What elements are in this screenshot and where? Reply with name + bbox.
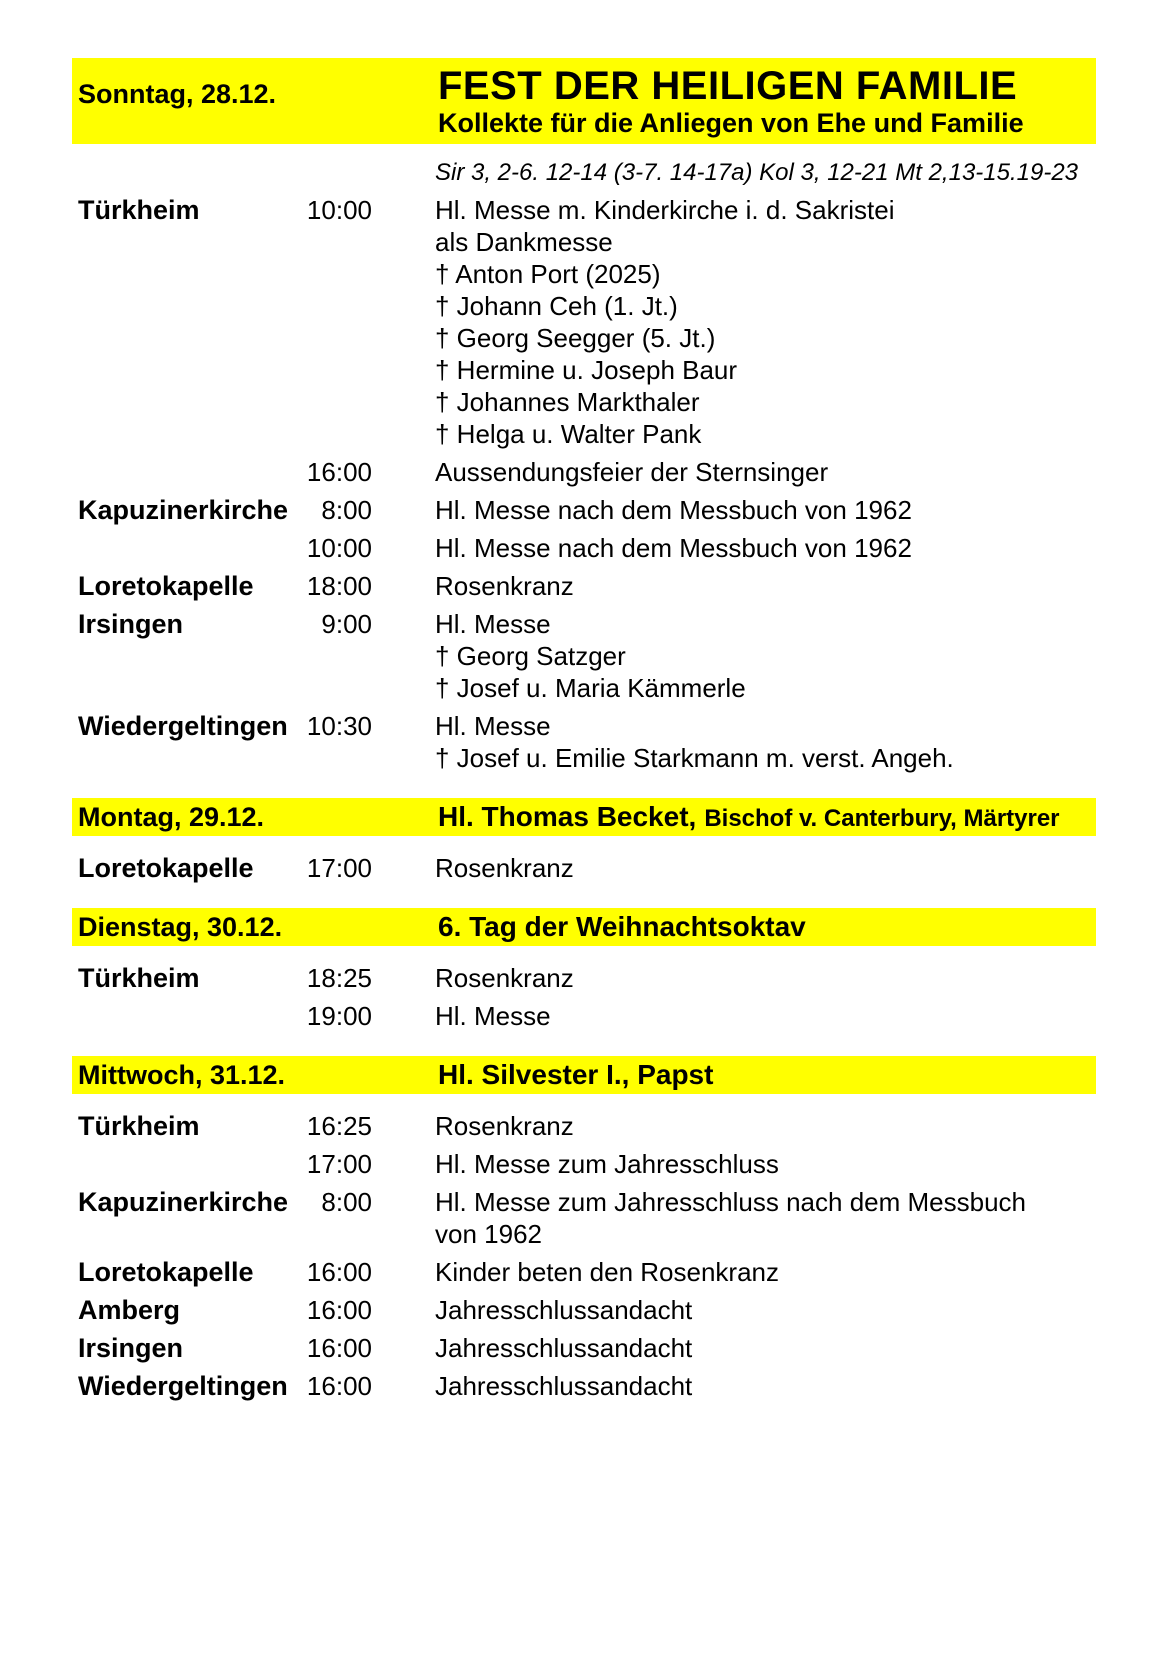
time-cell: 8:00 [321,1187,372,1217]
location-cell [78,456,300,488]
day-title-wrap [438,65,1096,138]
location-cell [78,1148,300,1180]
description-line: † Josef u. Emilie Starkmann m. verst. Angeh. [435,743,954,773]
location-cell: Türkheim [78,1111,200,1141]
schedule-entry [72,1294,1096,1326]
schedule-entry [72,1110,1096,1142]
description-line: Hl. Messe [435,1001,551,1031]
description-cell [435,1110,1096,1142]
description-cell [435,1370,1096,1402]
time-cell: 8:00 [321,495,372,525]
location-cell: Türkheim [78,195,200,225]
description-line: † Georg Seegger (5. Jt.) [435,323,716,353]
description-line: als Dankmesse [435,227,613,257]
description-line: von 1962 [435,1219,542,1249]
schedule-entry [72,1256,1096,1288]
day-title-suffix: Bischof v. Canterbury, Märtyrer [704,805,1060,832]
schedule-entry [72,532,1096,564]
location-cell [78,532,300,564]
readings-line: Sir 3, 2-6. 12-14 (3-7. 14-17a) Kol 3, 12-21 Mt 2,13-15.19-23 [435,159,1079,186]
schedule-entry [72,194,1096,450]
description-cell [435,532,1096,564]
description-line: Hl. Messe [435,609,551,639]
schedule-entry [72,1148,1096,1180]
location-cell: Amberg [78,1295,181,1325]
description-line: Rosenkranz [435,571,574,601]
schedule-entry [72,608,1096,704]
location-cell: Irsingen [78,1333,184,1363]
location-cell: Wiedergeltingen [78,711,288,741]
time-cell: 16:00 [306,1333,372,1363]
schedule-entries [72,962,1096,1032]
location-cell: Kapuzinerkirche [78,495,289,525]
day-header-band [72,58,1096,144]
description-cell [435,570,1096,602]
description-cell [435,962,1096,994]
time-cell: 16:00 [306,1257,372,1287]
day-header-band [72,908,1096,946]
time-cell: 18:25 [306,963,372,993]
description-line: Rosenkranz [435,1111,574,1141]
time-cell: 16:00 [306,457,372,487]
day-title: FEST DER HEILIGEN FAMILIE [438,64,1018,108]
time-cell: 16:25 [306,1111,372,1141]
time-cell: 17:00 [306,1149,372,1179]
day-title-line [438,801,1096,833]
day-header-band [72,798,1096,836]
time-cell: 16:00 [306,1371,372,1401]
time-cell: 16:00 [306,1295,372,1325]
description-line: Hl. Messe nach dem Messbuch von 1962 [435,533,912,563]
description-cell [435,1256,1096,1288]
schedule-entry [72,1186,1096,1250]
description-cell [435,194,1096,450]
description-line: Hl. Messe zum Jahresschluss [435,1149,779,1179]
description-line: † Anton Port (2025) [435,259,661,289]
location-cell: Kapuzinerkirche [78,1187,289,1217]
time-cell: 10:30 [306,711,372,741]
location-cell: Loretokapelle [78,1257,254,1287]
description-line: † Georg Satzger [435,641,626,671]
time-cell: 18:00 [306,571,372,601]
day-header-band [72,1056,1096,1094]
schedule-entries [72,852,1096,884]
schedule-entry [72,570,1096,602]
day-label: Sonntag, 28.12. [78,79,277,109]
description-line: † Hermine u. Joseph Baur [435,355,738,385]
description-cell [435,1148,1096,1180]
location-cell: Türkheim [78,963,200,993]
day-title-line [438,911,1096,943]
description-line: Hl. Messe zum Jahresschluss nach dem Messbuch [435,1187,1027,1217]
description-line: † Johann Ceh (1. Jt.) [435,291,678,321]
description-cell [435,1000,1096,1032]
schedule-entry [72,456,1096,488]
location-cell: Loretokapelle [78,571,254,601]
description-line: Jahresschlussandacht [435,1295,693,1325]
location-cell [78,1000,300,1032]
day-title: 6. Tag der Weihnachtsoktav [438,911,806,942]
schedule-entry [72,1332,1096,1364]
description-cell [435,1186,1096,1250]
description-line: Kinder beten den Rosenkranz [435,1257,780,1287]
description-line: Jahresschlussandacht [435,1333,693,1363]
day-label: Mittwoch, 31.12. [78,1060,286,1090]
description-line: Hl. Messe [435,711,551,741]
day-title-line [438,1059,1096,1091]
time-cell: 10:00 [306,533,372,563]
description-line: † Josef u. Maria Kämmerle [435,673,746,703]
description-cell [435,852,1096,884]
day-title-wrap [438,1059,1096,1091]
time-cell: 9:00 [321,609,372,639]
schedule-entries [72,194,1096,774]
schedule-entry [72,1000,1096,1032]
description-cell [435,456,1096,488]
schedule-entry [72,710,1096,774]
description-line: Hl. Messe m. Kinderkirche i. d. Sakristei [435,195,895,225]
schedule-entries [72,1110,1096,1402]
time-cell: 19:00 [306,1001,372,1031]
location-cell: Wiedergeltingen [78,1371,288,1401]
description-cell [435,710,1096,774]
day-title: Hl. Thomas Becket, [438,801,697,832]
description-cell [435,1332,1096,1364]
location-cell: Irsingen [78,609,184,639]
schedule-entry [72,494,1096,526]
day-label: Montag, 29.12. [78,802,265,832]
description-cell [435,494,1096,526]
description-line: Hl. Messe nach dem Messbuch von 1962 [435,495,912,525]
day-title-wrap [438,801,1096,833]
description-line: Aussendungsfeier der Sternsinger [435,457,829,487]
day-label: Dienstag, 30.12. [78,912,283,942]
day-subtitle: Kollekte für die Anliegen von Ehe und Familie [438,108,1024,138]
time-cell: 10:00 [306,195,372,225]
description-line: † Johannes Markthaler [435,387,700,417]
day-title-line [438,65,1096,107]
description-line: † Helga u. Walter Pank [435,419,702,449]
schedule-entry [72,1370,1096,1402]
day-title-wrap [438,911,1096,943]
schedule-entry [72,852,1096,884]
description-line: Rosenkranz [435,853,574,883]
description-cell [435,608,1096,704]
description-line: Jahresschlussandacht [435,1371,693,1401]
location-cell: Loretokapelle [78,853,254,883]
day-title: Hl. Silvester I., Papst [438,1059,714,1090]
schedule-entry [72,962,1096,994]
description-cell [435,1294,1096,1326]
time-cell: 17:00 [306,853,372,883]
description-line: Rosenkranz [435,963,574,993]
